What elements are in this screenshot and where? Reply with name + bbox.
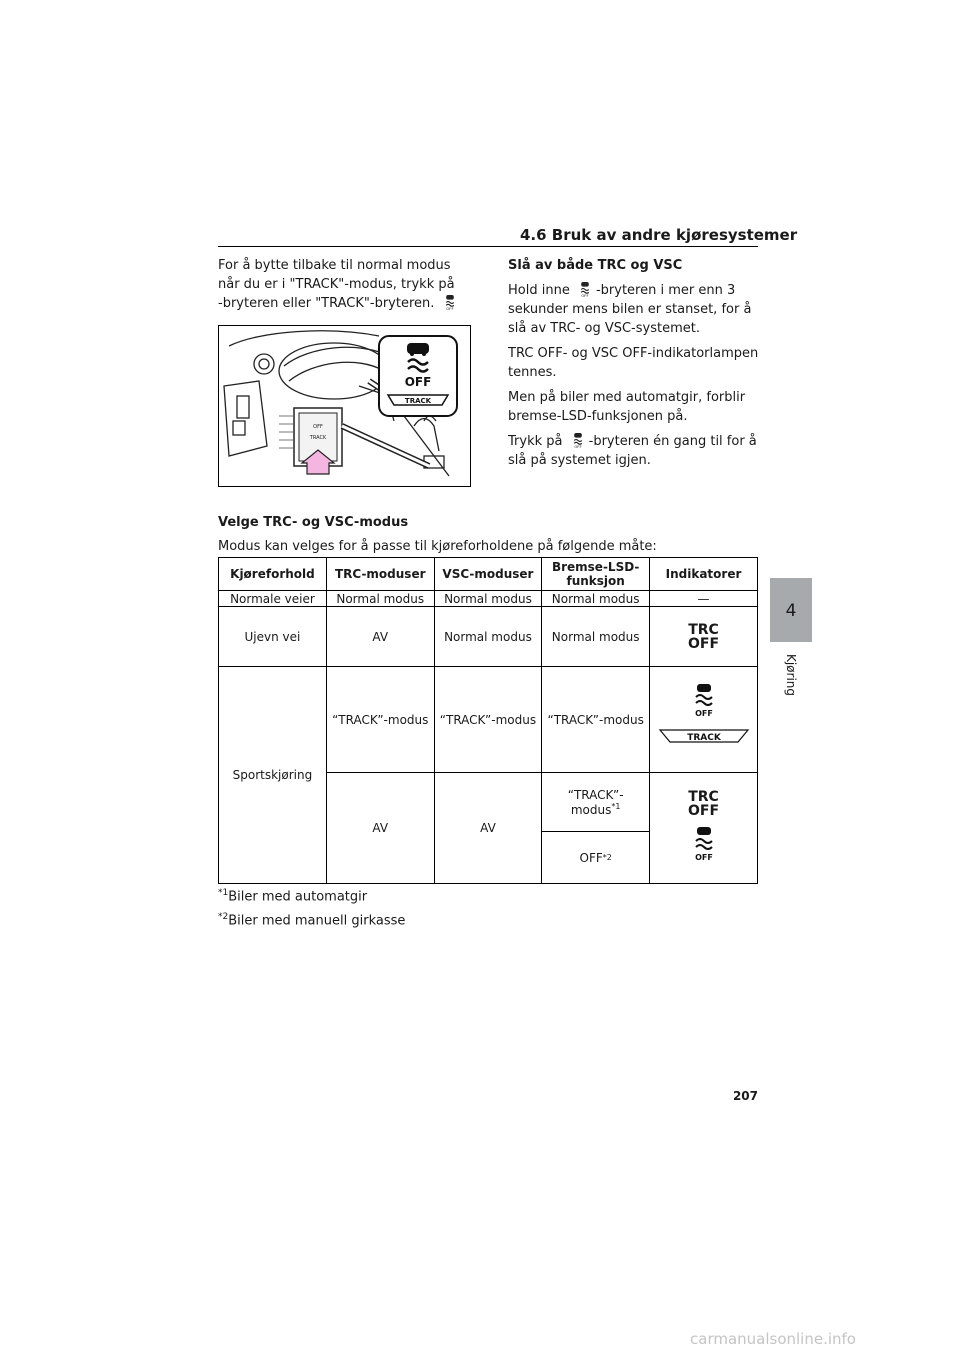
- mode-intro: Modus kan velges for å passe til kjøreforholdene på følgende måte:: [218, 539, 657, 554]
- chapter-number: 4: [785, 601, 797, 621]
- trc-vsc-off-indicator: TRC OFF OFF: [650, 773, 758, 884]
- right-paragraph-3: Men på biler med automatgir, forblir bremse-LSD-funksjonen på.: [508, 390, 746, 424]
- right-heading: Slå av både TRC og VSC: [508, 258, 683, 273]
- header-cell: Indikatorer: [650, 558, 758, 591]
- footnote-1: $^{*1}$Biler med automatgir: [218, 888, 368, 905]
- chapter-label: Kjøring: [784, 653, 798, 697]
- page-number: 207: [732, 1089, 758, 1103]
- right-paragraph-2: TRC OFF- og VSC OFF-indikatorlampen tennes.: [508, 346, 759, 380]
- header-cell: VSC-moduser: [434, 558, 542, 591]
- section-title: 4.6 Bruk av andre kjøresystemer: [520, 226, 798, 244]
- svg-text:OFF: OFF: [313, 424, 323, 430]
- left-paragraph: For å bytte tilbake til normal modus når du er i "TRACK"-modus, trykk på -bryteren eller "TRACK"-bryteren. OFF: [218, 258, 455, 311]
- table-header-row: [219, 558, 758, 591]
- header-cell: Bremse-LSD-funksjon: [542, 558, 650, 591]
- header-cell: TRC-moduser: [326, 558, 434, 591]
- mode-table: [218, 557, 758, 884]
- vsc-off-icon: [443, 294, 457, 311]
- vsc-off-icon: [578, 281, 592, 298]
- mode-heading: Velge TRC- og VSC-modus: [218, 515, 409, 530]
- trc-off-indicator: TRC OFF: [650, 607, 758, 667]
- header-rule: [218, 246, 758, 247]
- track-switch-callout: [378, 335, 458, 417]
- table-row: Sportskjøring “TRACK”-modus “TRACK”-modus “TRACK”-modus OFF TRACK: [219, 667, 758, 773]
- svg-text:OFF: OFF: [581, 294, 589, 298]
- vsc-off-icon: [689, 826, 719, 864]
- watermark: carmanualsonline.info: [690, 1330, 856, 1348]
- svg-text:TRACK: TRACK: [686, 733, 721, 743]
- table-row: Normale veier Normal modus Normal modus Normal modus —: [219, 591, 758, 607]
- svg-text:OFF: OFF: [404, 375, 432, 389]
- vsc-off-icon: [571, 432, 585, 449]
- svg-text:OFF: OFF: [445, 307, 454, 311]
- svg-text:TRACK: TRACK: [309, 435, 327, 441]
- table-row: Ujevn vei AV Normal modus Normal modus TRC OFF: [219, 607, 758, 667]
- right-paragraph-4: Trykk på OFF -bryteren én gang til for å slå på systemet igjen.: [508, 434, 757, 468]
- right-paragraph-1: Hold inne OFF -bryteren i mer enn 3 sekunder mens bilen er stanset, for å slå av TRC- og VSC-systemet.: [508, 283, 752, 336]
- svg-text:OFF: OFF: [573, 445, 582, 449]
- track-mode-icon: [658, 682, 750, 754]
- svg-text:OFF: OFF: [694, 709, 713, 718]
- right-column: [508, 256, 760, 470]
- svg-text:OFF: OFF: [694, 852, 713, 862]
- svg-text:TRACK: TRACK: [404, 397, 432, 405]
- header-cell: Kjøreforhold: [219, 558, 327, 591]
- table-row: AV AV “TRACK”- modus$^{*1}$ OFF *2 TRC OFF OFF: [219, 773, 758, 884]
- footnote-2: $^{*2}$Biler med manuell girkasse: [218, 912, 406, 929]
- track-indicator: [650, 667, 758, 773]
